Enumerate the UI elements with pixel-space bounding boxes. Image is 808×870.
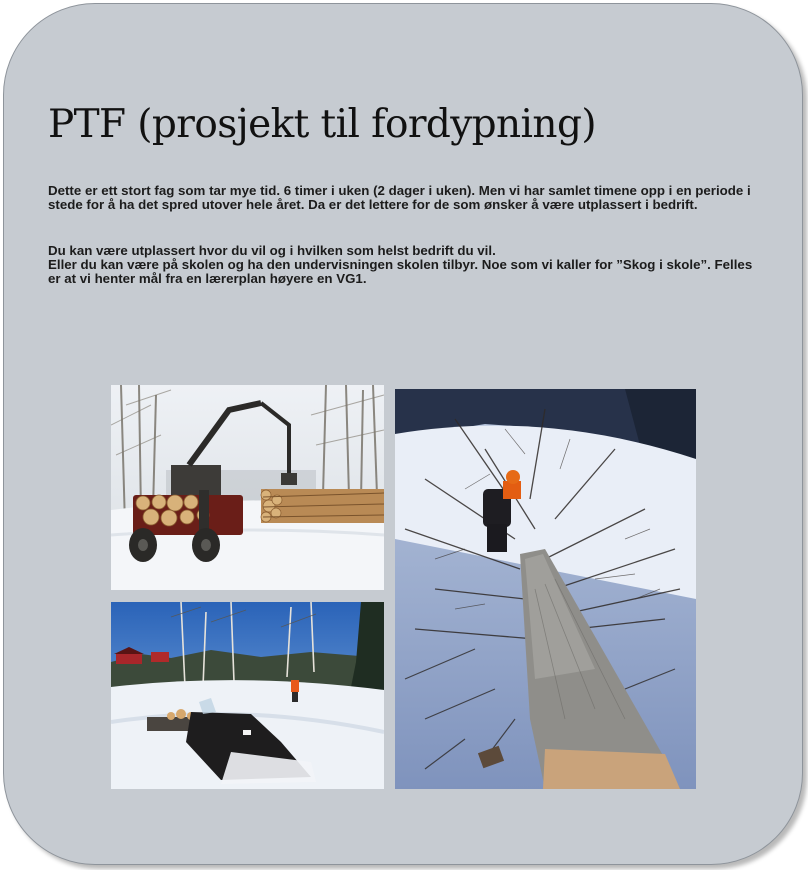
placement-line-2: Eller du kan være på skolen og ha den undervisningen skolen tilbyr. Noe som vi kaller for ”Skog i skole”. Felles er at vi henter mål fra en lærerplan høyere en VG1.: [48, 257, 753, 286]
page-title: PTF (prosjekt til fordypning): [48, 102, 596, 147]
placement-line-1: Du kan være utplassert hvor du vil og i hvilken som helst bedrift du vil.: [48, 243, 496, 258]
content-card: [3, 3, 803, 865]
forwarder-photo: [111, 385, 384, 590]
intro-paragraph: Dette er ett stort fag som tar mye tid. 6 timer i uken (2 dager i uken). Men vi har samlet timene opp i en periode i stede for å ha det spred utover hele året. Da er det lettere for de som ønsker å være utplassert i bedrift.: [48, 183, 751, 212]
felled-tree-photo: [395, 389, 696, 789]
snowmobile-photo: [111, 602, 384, 789]
placement-paragraph: [48, 244, 764, 286]
